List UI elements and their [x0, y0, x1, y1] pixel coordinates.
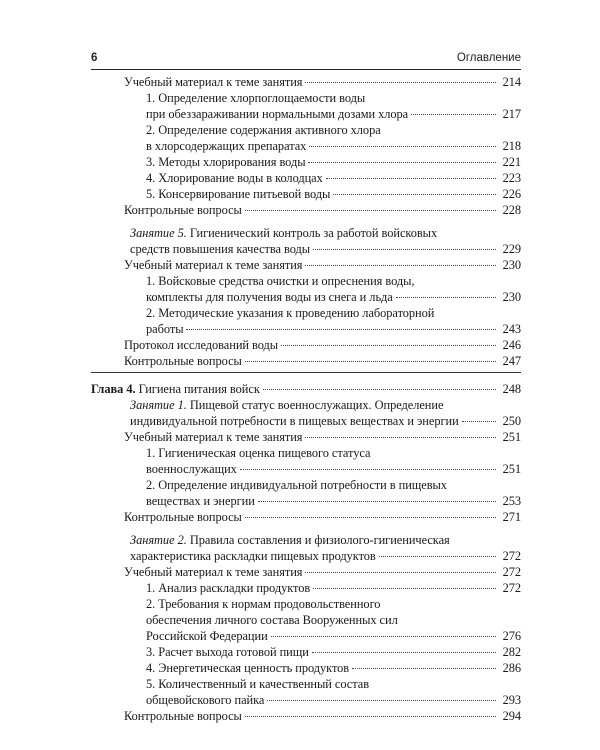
dot-leader	[240, 469, 496, 470]
toc-entry-text: Учебный материал к теме занятия	[124, 565, 303, 579]
toc-entry-text: военнослужащих	[146, 462, 237, 476]
page-header	[91, 52, 521, 70]
toc-page-number: 230	[502, 290, 521, 304]
toc-page-number: 221	[502, 155, 521, 169]
page-number: 6	[91, 52, 98, 64]
dot-leader	[309, 146, 496, 147]
toc-entry[interactable]	[91, 122, 521, 154]
dot-leader	[313, 588, 496, 589]
toc-entry-text: средств повышения качества воды	[130, 242, 311, 256]
toc-entry[interactable]	[91, 644, 521, 660]
toc-entry-text: работы	[146, 322, 184, 336]
toc-entry-text: Протокол исследований воды	[124, 338, 279, 352]
toc-entry-text: обеспечения личного состава Вооруженных сил	[146, 613, 398, 627]
toc-entry[interactable]	[91, 257, 521, 273]
toc-page-number: 247	[502, 354, 521, 368]
dot-leader	[186, 329, 496, 330]
toc-entry-text: Учебный материал к теме занятия	[124, 75, 303, 89]
header-rule	[91, 69, 521, 70]
toc-entry-text: Гигиена питания войск	[138, 382, 260, 396]
toc-entry-text: Контрольные вопросы	[124, 203, 242, 217]
dot-leader	[396, 297, 496, 298]
toc-page-number: 294	[502, 709, 521, 723]
dot-leader	[352, 668, 496, 669]
toc-entry-text: Правила составления и физиолого-гигиеническая	[189, 533, 450, 547]
toc-page-number: 214	[502, 75, 521, 89]
toc-page-number: 272	[502, 549, 521, 563]
toc-entry-text: характеристика раскладки пищевых продуктов	[130, 549, 376, 563]
toc-entry-text: 1. Определение хлорпоглощаемости воды	[146, 91, 366, 105]
toc-entry[interactable]	[91, 337, 521, 353]
toc-entry[interactable]	[91, 186, 521, 202]
toc-page-number: 223	[502, 171, 521, 185]
dot-leader	[245, 716, 496, 717]
toc-page-number: 272	[502, 565, 521, 579]
toc-entry-text: 5. Консервирование питьевой воды	[146, 187, 331, 201]
toc-entry-text: Российской Федерации	[146, 629, 268, 643]
toc-entry-text: при обеззараживании нормальными дозами хлора	[146, 107, 409, 121]
toc-entry-text: 5. Количественный и качественный состав	[146, 677, 370, 691]
toc-page-number: 226	[502, 187, 521, 201]
dot-leader	[245, 210, 496, 211]
dot-leader	[326, 178, 496, 179]
dot-leader	[281, 345, 496, 346]
toc-entry[interactable]	[91, 170, 521, 186]
toc-page-number: 272	[502, 581, 521, 595]
toc-entry-text: 2. Требования к нормам продовольственного	[146, 597, 381, 611]
lesson-label: Занятие 1.	[130, 398, 187, 412]
toc-entry-text: Учебный материал к теме занятия	[124, 258, 303, 272]
toc-page-number: 271	[502, 510, 521, 524]
toc-entry-text: 1. Гигиеническая оценка пищевого статуса	[146, 446, 371, 460]
toc-entry[interactable]	[91, 445, 521, 477]
toc-entry[interactable]	[91, 676, 521, 708]
toc-entry-text: 4. Хлорирование воды в колодцах	[146, 171, 323, 185]
toc-entry-text: 3. Методы хлорирования воды	[146, 155, 306, 169]
toc-page-number: 228	[502, 203, 521, 217]
dot-leader	[245, 517, 496, 518]
toc-entry[interactable]	[91, 477, 521, 509]
toc-entry[interactable]	[91, 305, 521, 337]
dot-leader	[305, 82, 496, 83]
toc-entry-text: 1. Анализ раскладки продуктов	[146, 581, 311, 595]
toc-entry-text: комплекты для получения воды из снега и льда	[146, 290, 393, 304]
toc-entry[interactable]	[91, 564, 521, 580]
toc-entry-text: индивидуальной потребности в пищевых веществах и энергии	[130, 414, 459, 428]
dot-leader	[245, 361, 496, 362]
toc-page-number: 217	[502, 107, 521, 121]
toc-entry[interactable]	[91, 429, 521, 445]
toc-page-number: 251	[502, 430, 521, 444]
toc-page-number: 253	[502, 494, 521, 508]
toc-page-number: 246	[502, 338, 521, 352]
toc-page-number: 276	[502, 629, 521, 643]
toc-entry-text: Контрольные вопросы	[124, 709, 242, 723]
toc-entry[interactable]	[91, 273, 521, 305]
running-title: Оглавление	[456, 52, 521, 64]
toc-entry-text: 4. Энергетическая ценность продуктов	[146, 661, 350, 675]
toc-entry-text: Гигиенический контроль за работой войсковых	[189, 226, 438, 240]
dot-leader	[305, 437, 496, 438]
dot-leader	[313, 249, 496, 250]
toc-entry-text: общевойскового пайка	[146, 693, 265, 707]
toc-chapter-entry[interactable]	[91, 381, 521, 397]
toc-entry-text: 3. Расчет выхода готовой пищи	[146, 645, 309, 659]
toc-entry-text: 2. Определение индивидуальной потребности в пищевых	[146, 478, 447, 492]
toc-entry-text: Пищевой статус военнослужащих. Определение	[189, 398, 444, 412]
dot-leader	[333, 194, 496, 195]
toc-entry[interactable]	[91, 74, 521, 90]
lesson-label: Занятие 2.	[130, 533, 187, 547]
toc-entry-text: 2. Определение содержания активного хлора	[146, 123, 381, 137]
chapter-label: Глава 4.	[91, 382, 136, 396]
dot-leader	[308, 162, 496, 163]
toc-entry[interactable]	[91, 532, 521, 564]
table-of-contents	[91, 74, 521, 724]
toc-entry-text: Контрольные вопросы	[124, 354, 242, 368]
toc-page-number: 243	[502, 322, 521, 336]
toc-page-number: 218	[502, 139, 521, 153]
dot-leader	[267, 700, 496, 701]
toc-entry-text: Контрольные вопросы	[124, 510, 242, 524]
toc-page-number: 248	[502, 382, 521, 396]
dot-leader	[263, 389, 496, 390]
toc-entry[interactable]	[91, 708, 521, 724]
toc-entry[interactable]	[91, 225, 521, 257]
toc-page-number: 293	[502, 693, 521, 707]
toc-entry[interactable]	[91, 397, 521, 429]
toc-page-number: 282	[502, 645, 521, 659]
lesson-label: Занятие 5.	[130, 226, 187, 240]
chapter-divider	[91, 372, 521, 373]
toc-entry-text: 2. Методические указания к проведению лабораторной	[146, 306, 435, 320]
toc-entry-text: 1. Войсковые средства очистки и опреснения воды,	[146, 274, 415, 288]
dot-leader	[271, 636, 496, 637]
dot-leader	[462, 421, 496, 422]
dot-leader	[305, 572, 496, 573]
dot-leader	[379, 556, 496, 557]
toc-entry-text: Учебный материал к теме занятия	[124, 430, 303, 444]
dot-leader	[258, 501, 496, 502]
toc-page-number: 230	[502, 258, 521, 272]
toc-entry[interactable]	[91, 202, 521, 218]
toc-page-number: 250	[502, 414, 521, 428]
toc-entry[interactable]	[91, 90, 521, 122]
dot-leader	[411, 114, 496, 115]
toc-entry[interactable]	[91, 580, 521, 596]
toc-entry[interactable]	[91, 660, 521, 676]
toc-entry-text: веществах и энергии	[146, 494, 255, 508]
toc-entry[interactable]	[91, 154, 521, 170]
dot-leader	[312, 652, 496, 653]
toc-page-number: 229	[502, 242, 521, 256]
toc-page-number: 251	[502, 462, 521, 476]
toc-page-number: 286	[502, 661, 521, 675]
toc-entry[interactable]	[91, 353, 521, 369]
toc-entry[interactable]	[91, 509, 521, 525]
dot-leader	[305, 265, 496, 266]
toc-entry-text: в хлорсодержащих препаратах	[146, 139, 307, 153]
toc-entry[interactable]	[91, 596, 521, 644]
